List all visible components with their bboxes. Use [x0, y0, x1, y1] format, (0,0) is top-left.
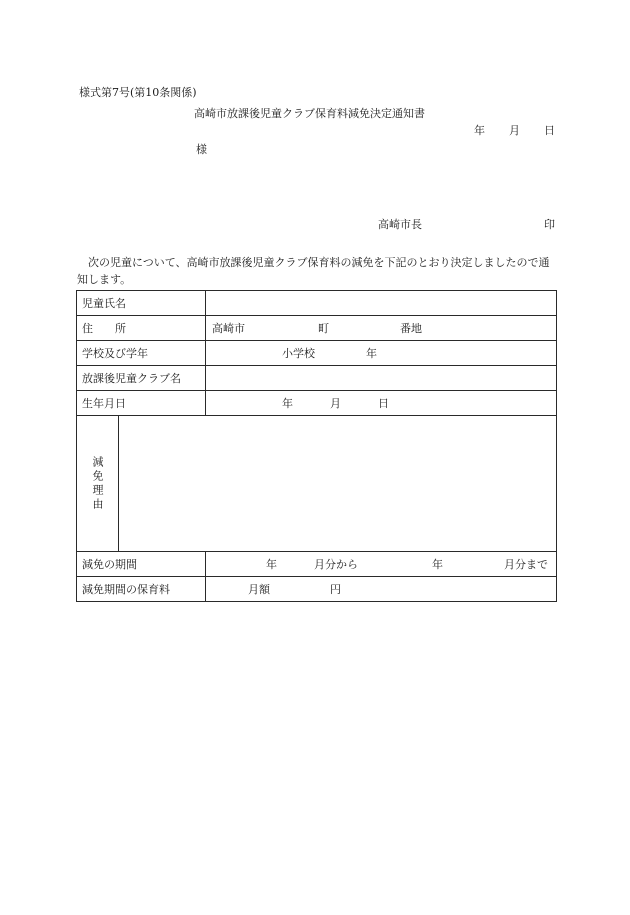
table-row-period	[77, 552, 557, 577]
fee-label: 減免期間の保育料	[77, 577, 206, 602]
fee-field[interactable]	[206, 577, 557, 602]
period-end-month: 月分まで	[504, 558, 548, 571]
birth-month: 月	[330, 397, 341, 410]
child-name-label: 児童氏名	[77, 291, 206, 316]
table-row-fee	[77, 577, 557, 602]
reason-label: 減免理由	[91, 455, 104, 512]
address-town: 町	[318, 322, 329, 335]
reason-cell	[77, 416, 557, 552]
table-row-school	[77, 341, 557, 366]
period-start-month: 月分から	[314, 558, 358, 571]
address-city: 高崎市	[212, 322, 245, 335]
document-title: 高崎市放課後児童クラブ保育料減免決定通知書	[194, 107, 425, 120]
period-end-year: 年	[432, 558, 443, 571]
date-month: 月	[509, 124, 520, 137]
birth-field[interactable]	[206, 391, 557, 416]
fee-yen: 円	[330, 583, 341, 596]
period-field[interactable]	[206, 552, 557, 577]
reason-label-box	[77, 416, 119, 551]
fee-monthly: 月額	[248, 583, 270, 596]
date-year: 年	[474, 124, 485, 137]
table-row-child-name	[77, 291, 557, 316]
notice-body: 次の児童について、高崎市放課後児童クラブ保育料の減免を下記のとおり決定しましたので通知します。	[77, 256, 550, 286]
child-name-field[interactable]	[206, 291, 557, 316]
period-start-year: 年	[266, 558, 277, 571]
decision-table	[76, 290, 557, 602]
address-number: 番地	[400, 322, 422, 335]
grade-suffix: 年	[366, 347, 377, 360]
form-number: 様式第7号(第10条関係)	[79, 86, 197, 99]
issuer-name: 高崎市長	[378, 218, 422, 231]
club-field[interactable]	[206, 366, 557, 391]
school-label: 学校及び学年	[77, 341, 206, 366]
table-row-reason	[77, 416, 557, 552]
birth-day: 日	[378, 397, 389, 410]
period-label: 減免の期間	[77, 552, 206, 577]
issue-date	[474, 124, 555, 137]
school-suffix: 小学校	[282, 347, 315, 360]
address-field[interactable]	[206, 316, 557, 341]
school-field[interactable]	[206, 341, 557, 366]
reason-field[interactable]	[119, 416, 556, 551]
birth-year: 年	[282, 397, 293, 410]
club-label: 放課後児童クラブ名	[77, 366, 206, 391]
date-day: 日	[544, 124, 555, 137]
birth-label: 生年月日	[77, 391, 206, 416]
seal-mark: 印	[544, 218, 555, 231]
table-row-club	[77, 366, 557, 391]
address-label: 住 所	[77, 316, 206, 341]
table-row-address	[77, 316, 557, 341]
table-row-birth	[77, 391, 557, 416]
recipient-suffix: 様	[196, 143, 207, 156]
